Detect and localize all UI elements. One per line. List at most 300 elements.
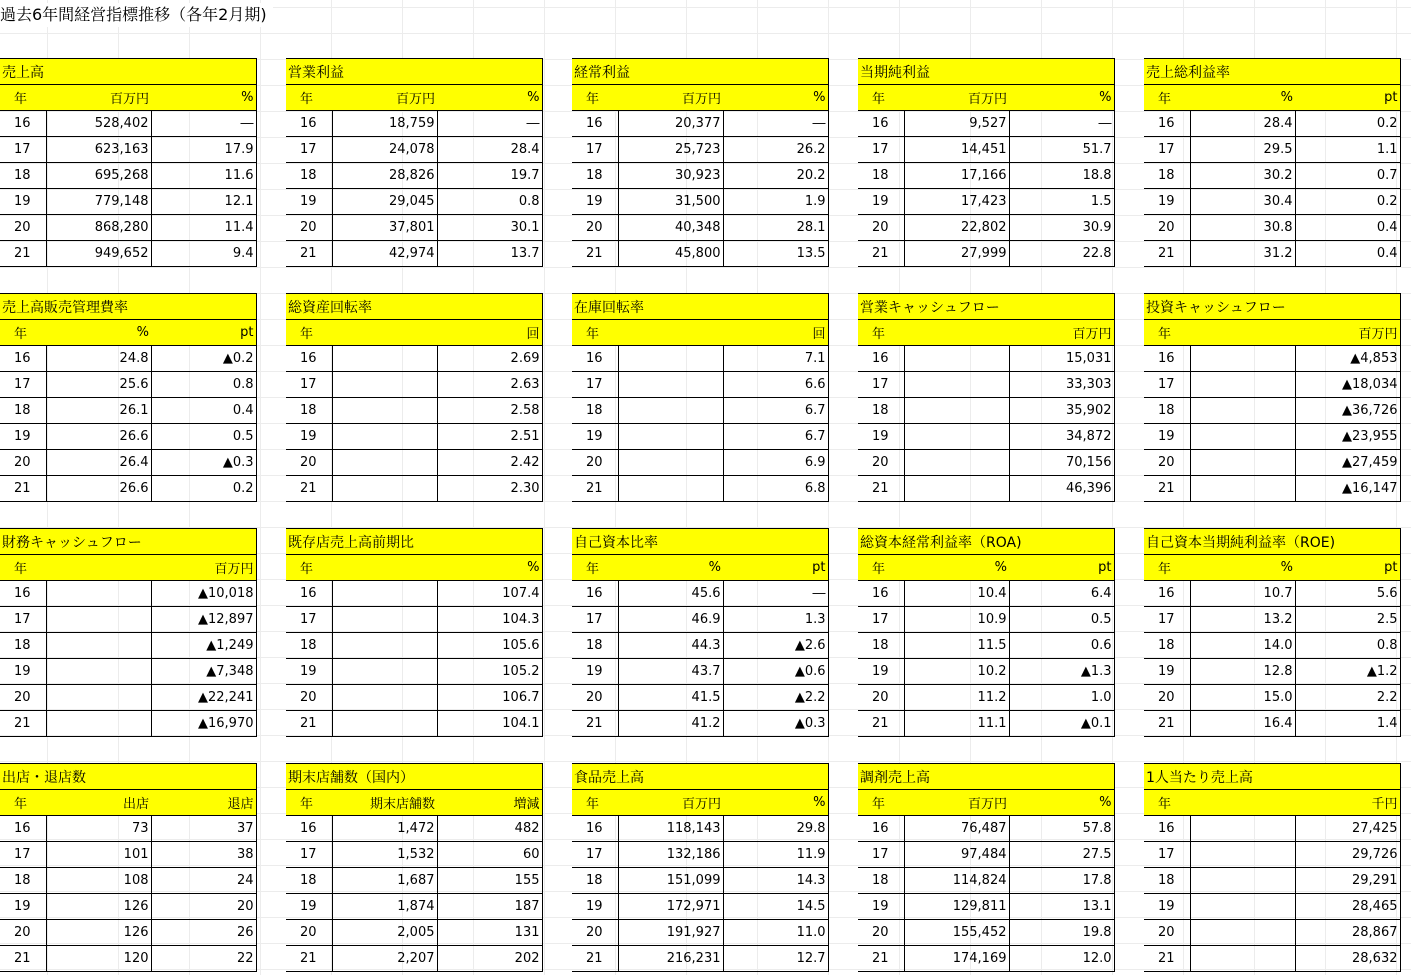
unit-header — [618, 320, 723, 346]
value-cell: 28,867 — [1295, 920, 1400, 946]
value-cell — [904, 372, 1009, 398]
table-title: 自己資本比率 — [572, 529, 828, 555]
year-cell: 17 — [286, 842, 332, 868]
value-cell: 11.1 — [904, 711, 1009, 737]
value-cell: 30.8 — [1190, 215, 1295, 241]
value-cell: 105.2 — [437, 659, 542, 685]
unit-header: 増減 — [437, 790, 542, 816]
unit-header: pt — [1009, 555, 1114, 581]
value-cell: ▲0.6 — [723, 659, 828, 685]
indicator-table — [1144, 528, 1401, 737]
table-row — [286, 241, 542, 267]
year-header: 年 — [1144, 790, 1190, 816]
year-cell: 19 — [286, 424, 332, 450]
year-cell: 20 — [858, 450, 904, 476]
table-row — [1144, 111, 1400, 137]
value-cell: 11.5 — [904, 633, 1009, 659]
value-cell: 14.5 — [723, 894, 828, 920]
value-cell: ― — [1009, 111, 1114, 137]
value-cell: ▲0.3 — [151, 450, 256, 476]
indicator-table — [0, 58, 257, 267]
table-row — [572, 711, 828, 737]
value-cell: 17,423 — [904, 189, 1009, 215]
year-header: 年 — [858, 85, 904, 111]
table-title: 期末店舗数（国内） — [286, 764, 542, 790]
year-cell: 21 — [0, 241, 46, 267]
year-cell: 17 — [1144, 842, 1190, 868]
unit-header: 期末店舗数 — [332, 790, 437, 816]
value-cell — [46, 633, 151, 659]
value-cell: 2,005 — [332, 920, 437, 946]
value-cell: 623,163 — [46, 137, 151, 163]
value-cell: 131 — [437, 920, 542, 946]
value-cell: 35,902 — [1009, 398, 1114, 424]
year-cell: 17 — [572, 607, 618, 633]
year-cell: 17 — [1144, 137, 1190, 163]
year-cell: 20 — [286, 685, 332, 711]
value-cell: 14,451 — [904, 137, 1009, 163]
table-row — [858, 372, 1114, 398]
year-cell: 18 — [858, 868, 904, 894]
year-header: 年 — [0, 85, 46, 111]
value-cell — [904, 424, 1009, 450]
year-cell: 19 — [0, 424, 46, 450]
value-cell: 216,231 — [618, 946, 723, 972]
value-cell: 37,801 — [332, 215, 437, 241]
year-cell: 19 — [858, 189, 904, 215]
value-cell: 37 — [151, 816, 256, 842]
value-cell: 76,487 — [904, 816, 1009, 842]
table-title: 売上総利益率 — [1144, 59, 1400, 85]
value-cell — [1190, 424, 1295, 450]
table-row — [0, 450, 256, 476]
year-cell: 20 — [1144, 215, 1190, 241]
year-cell: 17 — [0, 842, 46, 868]
indicator-table — [572, 528, 829, 737]
table-row — [0, 215, 256, 241]
value-cell: 2.5 — [1295, 607, 1400, 633]
year-cell: 16 — [572, 581, 618, 607]
value-cell: 12.0 — [1009, 946, 1114, 972]
table-title: 売上高販売管理費率 — [0, 294, 256, 320]
table-row — [286, 424, 542, 450]
value-cell — [1190, 920, 1295, 946]
value-cell: 46.9 — [618, 607, 723, 633]
value-cell: 45.6 — [618, 581, 723, 607]
year-cell: 17 — [0, 607, 46, 633]
year-cell: 17 — [858, 607, 904, 633]
table-row — [1144, 816, 1400, 842]
year-cell: 19 — [858, 659, 904, 685]
value-cell: 18.8 — [1009, 163, 1114, 189]
value-cell: 16.4 — [1190, 711, 1295, 737]
value-cell — [904, 450, 1009, 476]
value-cell: 482 — [437, 816, 542, 842]
year-cell: 18 — [286, 633, 332, 659]
value-cell: 0.2 — [1295, 189, 1400, 215]
value-cell — [332, 398, 437, 424]
table-row — [0, 346, 256, 372]
table-row — [286, 633, 542, 659]
value-cell — [904, 476, 1009, 502]
unit-header: 百万円 — [904, 790, 1009, 816]
value-cell: ▲10,018 — [151, 581, 256, 607]
value-cell — [46, 711, 151, 737]
value-cell: ▲7,348 — [151, 659, 256, 685]
value-cell: 126 — [46, 920, 151, 946]
value-cell: 528,402 — [46, 111, 151, 137]
value-cell: 13.7 — [437, 241, 542, 267]
value-cell: 2.63 — [437, 372, 542, 398]
year-cell: 18 — [572, 163, 618, 189]
table-row — [1144, 189, 1400, 215]
year-cell: 16 — [858, 346, 904, 372]
year-cell: 20 — [1144, 920, 1190, 946]
value-cell: 24 — [151, 868, 256, 894]
table-row — [858, 398, 1114, 424]
year-cell: 19 — [286, 659, 332, 685]
unit-header — [332, 555, 437, 581]
year-header: 年 — [0, 790, 46, 816]
unit-header: 出店 — [46, 790, 151, 816]
value-cell: 22.8 — [1009, 241, 1114, 267]
year-cell: 21 — [1144, 476, 1190, 502]
year-cell: 18 — [286, 398, 332, 424]
table-row — [1144, 711, 1400, 737]
value-cell — [332, 633, 437, 659]
table-title: 在庫回転率 — [572, 294, 828, 320]
table-row — [286, 215, 542, 241]
table-row — [572, 633, 828, 659]
table-row — [858, 868, 1114, 894]
table-row — [0, 894, 256, 920]
value-cell — [1190, 398, 1295, 424]
table-row — [1144, 607, 1400, 633]
value-cell: 9,527 — [904, 111, 1009, 137]
value-cell — [332, 607, 437, 633]
indicator-table — [572, 58, 829, 267]
value-cell: 104.1 — [437, 711, 542, 737]
table-title: 投資キャッシュフロー — [1144, 294, 1400, 320]
value-cell — [618, 398, 723, 424]
value-cell — [332, 346, 437, 372]
year-cell: 18 — [858, 398, 904, 424]
table-row — [0, 476, 256, 502]
table-row — [286, 607, 542, 633]
table-row — [1144, 163, 1400, 189]
value-cell: 151,099 — [618, 868, 723, 894]
value-cell: 12.1 — [151, 189, 256, 215]
unit-header: pt — [723, 555, 828, 581]
table-row — [1144, 476, 1400, 502]
table-row — [0, 842, 256, 868]
table-row — [858, 659, 1114, 685]
value-cell: 2.42 — [437, 450, 542, 476]
value-cell: 28.1 — [723, 215, 828, 241]
year-cell: 16 — [0, 346, 46, 372]
table-row — [858, 842, 1114, 868]
year-cell: 21 — [858, 476, 904, 502]
value-cell: 5.6 — [1295, 581, 1400, 607]
value-cell: 27,425 — [1295, 816, 1400, 842]
value-cell — [618, 424, 723, 450]
table-row — [858, 189, 1114, 215]
unit-header: 百万円 — [618, 790, 723, 816]
year-cell: 16 — [572, 346, 618, 372]
year-cell: 20 — [0, 215, 46, 241]
table-row — [286, 450, 542, 476]
table-row — [1144, 215, 1400, 241]
indicator-table — [858, 763, 1115, 972]
table-row — [0, 137, 256, 163]
table-row — [0, 685, 256, 711]
value-cell — [618, 476, 723, 502]
value-cell: ▲0.1 — [1009, 711, 1114, 737]
year-cell: 18 — [1144, 868, 1190, 894]
table-row — [286, 816, 542, 842]
year-cell: 18 — [572, 633, 618, 659]
value-cell: 26.6 — [46, 476, 151, 502]
year-cell: 16 — [286, 346, 332, 372]
table-row — [858, 816, 1114, 842]
table-row — [572, 868, 828, 894]
value-cell: ▲18,034 — [1295, 372, 1400, 398]
year-header: 年 — [286, 320, 332, 346]
table-row — [0, 816, 256, 842]
table-row — [858, 111, 1114, 137]
table-row — [572, 189, 828, 215]
value-cell — [1190, 842, 1295, 868]
indicator-table — [572, 293, 829, 502]
year-cell: 19 — [858, 424, 904, 450]
unit-header: 回 — [437, 320, 542, 346]
year-header: 年 — [858, 555, 904, 581]
value-cell: ▲0.3 — [723, 711, 828, 737]
value-cell: 6.8 — [723, 476, 828, 502]
value-cell — [618, 372, 723, 398]
year-cell: 20 — [286, 215, 332, 241]
value-cell: 60 — [437, 842, 542, 868]
year-cell: 17 — [286, 607, 332, 633]
unit-header: 百万円 — [46, 85, 151, 111]
unit-header: 回 — [723, 320, 828, 346]
year-header: 年 — [572, 555, 618, 581]
value-cell: 14.3 — [723, 868, 828, 894]
year-cell: 18 — [0, 398, 46, 424]
table-title: 営業キャッシュフロー — [858, 294, 1114, 320]
table-row — [286, 659, 542, 685]
year-cell: 16 — [286, 816, 332, 842]
year-cell: 18 — [286, 868, 332, 894]
value-cell — [46, 607, 151, 633]
value-cell: 155 — [437, 868, 542, 894]
value-cell: 19.8 — [1009, 920, 1114, 946]
table-row — [286, 372, 542, 398]
value-cell: 29,045 — [332, 189, 437, 215]
indicator-table — [286, 293, 543, 502]
value-cell: 1.0 — [1009, 685, 1114, 711]
table-row — [858, 241, 1114, 267]
value-cell: 1.3 — [723, 607, 828, 633]
value-cell: 1,472 — [332, 816, 437, 842]
year-cell: 20 — [0, 450, 46, 476]
table-row — [0, 424, 256, 450]
year-cell: 17 — [572, 137, 618, 163]
value-cell: 44.3 — [618, 633, 723, 659]
value-cell — [1190, 450, 1295, 476]
year-cell: 21 — [1144, 711, 1190, 737]
value-cell: 1,687 — [332, 868, 437, 894]
year-cell: 19 — [858, 894, 904, 920]
value-cell: 2.30 — [437, 476, 542, 502]
table-row — [1144, 450, 1400, 476]
year-cell: 20 — [572, 215, 618, 241]
indicator-table — [286, 58, 543, 267]
value-cell: 108 — [46, 868, 151, 894]
table-row — [572, 398, 828, 424]
value-cell: 73 — [46, 816, 151, 842]
unit-header — [1190, 320, 1295, 346]
table-title: 売上高 — [0, 59, 256, 85]
unit-header: % — [437, 555, 542, 581]
unit-header: % — [1190, 85, 1295, 111]
unit-header — [332, 320, 437, 346]
value-cell: 1.4 — [1295, 711, 1400, 737]
value-cell: 97,484 — [904, 842, 1009, 868]
year-header: 年 — [1144, 555, 1190, 581]
year-cell: 16 — [0, 111, 46, 137]
table-row — [1144, 946, 1400, 972]
value-cell: 0.6 — [1009, 633, 1114, 659]
value-cell: 6.7 — [723, 398, 828, 424]
value-cell: 104.3 — [437, 607, 542, 633]
table-row — [1144, 581, 1400, 607]
value-cell: 45,800 — [618, 241, 723, 267]
unit-header: 百万円 — [332, 85, 437, 111]
value-cell: 0.4 — [1295, 241, 1400, 267]
year-cell: 21 — [286, 241, 332, 267]
table-row — [286, 920, 542, 946]
year-cell: 19 — [572, 659, 618, 685]
table-row — [858, 424, 1114, 450]
value-cell: 41.2 — [618, 711, 723, 737]
table-row — [1144, 398, 1400, 424]
year-cell: 20 — [858, 920, 904, 946]
year-cell: 17 — [286, 372, 332, 398]
value-cell: 11.9 — [723, 842, 828, 868]
table-row — [572, 842, 828, 868]
indicator-table — [286, 528, 543, 737]
value-cell: ― — [151, 111, 256, 137]
value-cell: 120 — [46, 946, 151, 972]
value-cell — [46, 685, 151, 711]
indicator-table — [286, 763, 543, 972]
value-cell: 18,759 — [332, 111, 437, 137]
value-cell: 0.8 — [151, 372, 256, 398]
year-cell: 18 — [0, 868, 46, 894]
year-cell: 20 — [0, 920, 46, 946]
year-cell: 21 — [858, 711, 904, 737]
indicator-table — [858, 293, 1115, 502]
value-cell: 191,927 — [618, 920, 723, 946]
year-cell: 17 — [858, 137, 904, 163]
year-cell: 21 — [0, 476, 46, 502]
value-cell: 0.7 — [1295, 163, 1400, 189]
unit-header: 百万円 — [1295, 320, 1400, 346]
table-row — [858, 450, 1114, 476]
value-cell: 779,148 — [46, 189, 151, 215]
value-cell: 11.4 — [151, 215, 256, 241]
value-cell: 101 — [46, 842, 151, 868]
value-cell: 29.5 — [1190, 137, 1295, 163]
indicator-table — [1144, 293, 1401, 502]
value-cell: 10.9 — [904, 607, 1009, 633]
value-cell: 129,811 — [904, 894, 1009, 920]
unit-header: % — [1009, 85, 1114, 111]
value-cell: 20 — [151, 894, 256, 920]
table-row — [858, 894, 1114, 920]
year-cell: 21 — [572, 711, 618, 737]
value-cell: 132,186 — [618, 842, 723, 868]
value-cell: 13.1 — [1009, 894, 1114, 920]
value-cell: 31.2 — [1190, 241, 1295, 267]
year-header: 年 — [1144, 85, 1190, 111]
value-cell — [1190, 476, 1295, 502]
value-cell: 0.8 — [1295, 633, 1400, 659]
value-cell: 24,078 — [332, 137, 437, 163]
value-cell: ― — [723, 111, 828, 137]
value-cell: 107.4 — [437, 581, 542, 607]
value-cell: ▲12,897 — [151, 607, 256, 633]
table-row — [1144, 424, 1400, 450]
value-cell: 25,723 — [618, 137, 723, 163]
year-cell: 20 — [0, 685, 46, 711]
unit-header: % — [151, 85, 256, 111]
year-cell: 17 — [1144, 372, 1190, 398]
year-cell: 16 — [858, 581, 904, 607]
year-cell: 20 — [1144, 685, 1190, 711]
value-cell — [332, 476, 437, 502]
table-row — [572, 920, 828, 946]
table-row — [0, 868, 256, 894]
year-cell: 16 — [1144, 581, 1190, 607]
value-cell: 15.0 — [1190, 685, 1295, 711]
table-row — [286, 346, 542, 372]
table-row — [286, 868, 542, 894]
indicator-table — [858, 528, 1115, 737]
value-cell — [332, 450, 437, 476]
year-cell: 17 — [286, 137, 332, 163]
value-cell: 10.4 — [904, 581, 1009, 607]
year-cell: 19 — [1144, 189, 1190, 215]
value-cell: 30.1 — [437, 215, 542, 241]
table-row — [572, 372, 828, 398]
year-cell: 21 — [1144, 241, 1190, 267]
value-cell: ― — [437, 111, 542, 137]
value-cell: 29.8 — [723, 816, 828, 842]
value-cell: 13.2 — [1190, 607, 1295, 633]
value-cell — [332, 424, 437, 450]
value-cell: 28,632 — [1295, 946, 1400, 972]
year-cell: 18 — [858, 633, 904, 659]
value-cell: ― — [723, 581, 828, 607]
table-title: 出店・退店数 — [0, 764, 256, 790]
year-cell: 20 — [572, 685, 618, 711]
value-cell — [1190, 346, 1295, 372]
table-title: 調剤売上高 — [858, 764, 1114, 790]
value-cell — [332, 711, 437, 737]
table-row — [1144, 659, 1400, 685]
